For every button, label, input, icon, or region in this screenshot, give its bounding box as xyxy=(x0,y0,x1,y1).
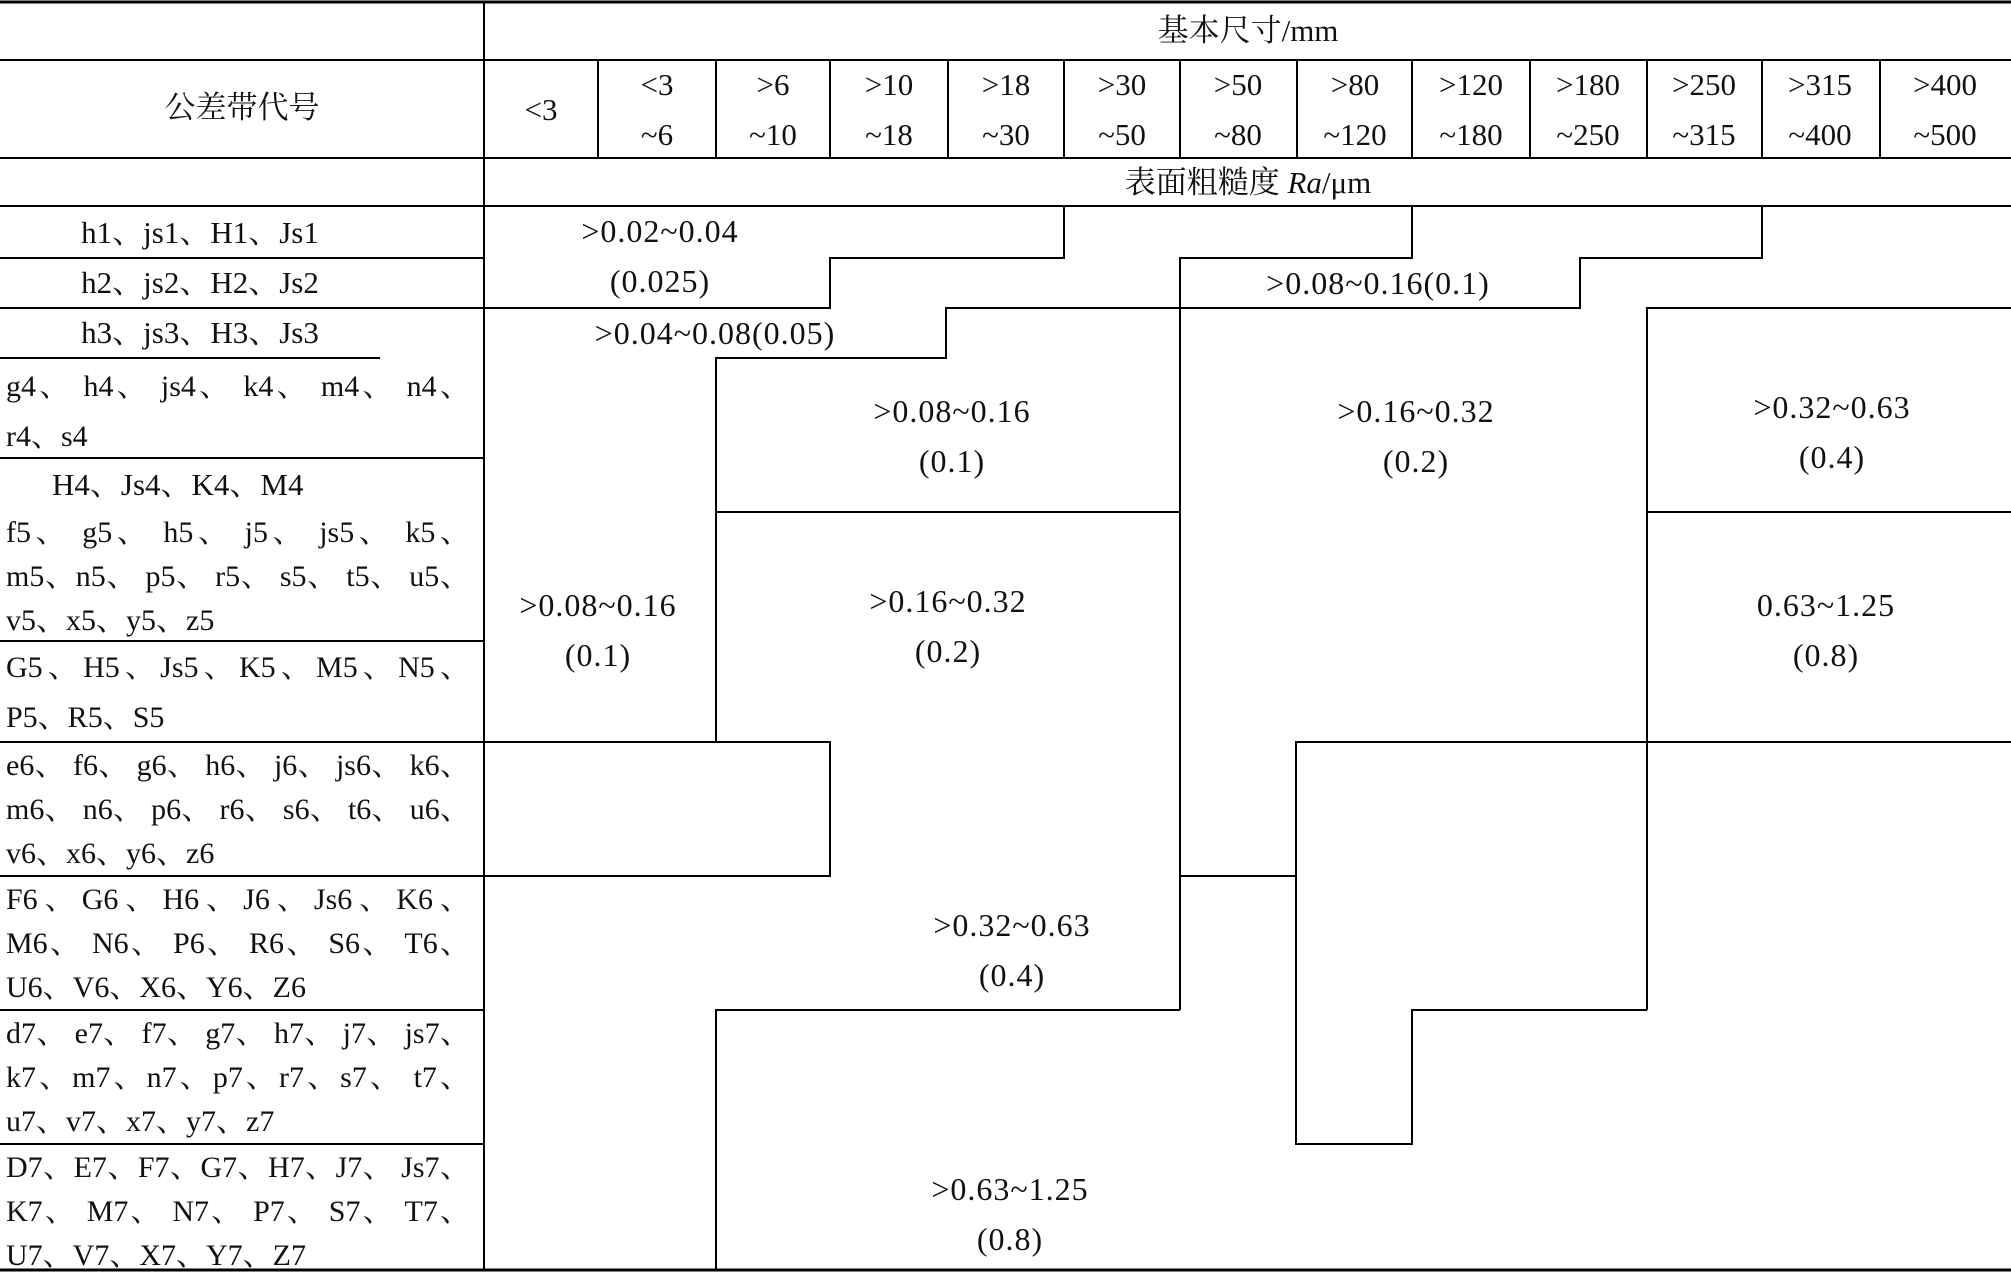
size-col-8-a: >80 xyxy=(1330,67,1380,102)
value-range-9: 0.63~1.25 xyxy=(1756,587,1896,623)
tolerance-row-9: F6、G6、H6、J6、Js6、K6、 M6、 N6、 P6、 R6、 S6、 T6、 U6、V6、X6、Y6、Z6 xyxy=(6,883,470,1004)
value-range-4: >0.08~0.16 xyxy=(873,393,1031,429)
size-col-7-a: >50 xyxy=(1213,67,1263,102)
value-range-6: >0.32~0.63 xyxy=(1753,389,1911,425)
value-typical-10: (0.4) xyxy=(978,957,1046,993)
size-col-10-b: ~250 xyxy=(1556,117,1620,152)
size-col-6-b: ~50 xyxy=(1098,117,1146,152)
size-col-11-a: >250 xyxy=(1672,67,1736,102)
size-col-7-b: ~80 xyxy=(1214,117,1262,152)
roughness-title-symbol: Ra xyxy=(1287,165,1322,200)
size-col-6-a: >30 xyxy=(1097,67,1147,102)
size-col-3-a: >6 xyxy=(756,67,790,102)
value-typical-6: (0.4) xyxy=(1798,439,1866,475)
value-range-8: >0.16~0.32 xyxy=(869,583,1027,619)
tolerance-row-5: H4、Js4、K4、M4 xyxy=(52,467,304,502)
size-col-5-a: >18 xyxy=(981,67,1031,102)
value-typical-4: (0.1) xyxy=(918,443,986,479)
tolerance-row-4: g4、 h4、 js4、 k4、 m4、 n4、 r4、s4 xyxy=(6,370,470,453)
size-col-4-b: ~18 xyxy=(865,117,913,152)
size-col-2-a: <3 xyxy=(640,67,674,102)
value-typical-8: (0.2) xyxy=(914,633,982,669)
value-range-10: >0.32~0.63 xyxy=(933,907,1091,943)
value-typical-7: (0.1) xyxy=(564,637,632,673)
size-col-10-a: >180 xyxy=(1556,67,1620,102)
size-col-9-a: >120 xyxy=(1439,67,1503,102)
value-typical-9: (0.8) xyxy=(1792,637,1860,673)
size-col-4-a: >10 xyxy=(864,67,914,102)
row-header: 公差带代号 xyxy=(164,90,320,125)
tolerance-row-2: h2、js2、H2、Js2 xyxy=(81,265,319,300)
roughness-title-unit: /μm xyxy=(1321,165,1372,200)
roughness-title xyxy=(1125,164,1372,202)
tolerance-row-6: f5、 g5、 h5、 j5、 js5、 k5、 m5、n5、 p5、 r5、 s5、 t5、 u5、 v5、x5、y5、z5 xyxy=(6,516,470,637)
value-range-7: >0.08~0.16 xyxy=(519,587,677,623)
size-col-9-b: ~180 xyxy=(1439,117,1503,152)
size-col-3-b: ~10 xyxy=(749,117,797,152)
tolerance-row-1: h1、js1、H1、Js1 xyxy=(81,215,319,250)
tolerance-row-8: e6、 f6、 g6、 h6、 j6、 js6、 k6、 m6、 n6、 p6、 r6、 s6、 t6、 u6、v6、x6、y6、z6 xyxy=(6,749,470,870)
value-typical-11: (0.8) xyxy=(976,1221,1044,1257)
value-range-3: >0.04~0.08(0.05) xyxy=(594,315,836,351)
tolerance-row-11: D7、E7、F7、G7、H7、J7、 Js7、 K7、 M7、 N7、 P7、 S7、 T7、U7、V7、X7、Y7、Z7 xyxy=(6,1151,470,1272)
value-range-1: >0.02~0.04 xyxy=(581,213,739,249)
value-range-5: >0.16~0.32 xyxy=(1337,393,1495,429)
tolerance-row-7: G5、H5、Js5、K5、M5、N5、 P5、R5、S5 xyxy=(6,651,470,734)
size-col-13-b: ~500 xyxy=(1913,117,1977,152)
roughness-title-prefix: 表面粗糙度 xyxy=(1124,165,1288,200)
size-col-5-b: ~30 xyxy=(982,117,1030,152)
value-range-11: >0.63~1.25 xyxy=(931,1171,1089,1207)
size-col-12-b: ~400 xyxy=(1788,117,1852,152)
value-typical-1: (0.025) xyxy=(609,263,711,299)
tolerance-row-3: h3、js3、H3、Js3 xyxy=(81,315,319,350)
size-col-1: <3 xyxy=(524,92,558,127)
size-col-11-b: ~315 xyxy=(1672,117,1736,152)
size-col-8-b: ~120 xyxy=(1323,117,1387,152)
size-title: 基本尺寸/mm xyxy=(1157,13,1339,48)
size-col-13-a: >400 xyxy=(1913,67,1977,102)
tolerance-row-10: d7、 e7、 f7、 g7、 h7、 j7、 js7、k7、m7、n7、p7、r7、s7、 t7、u7、v7、x7、y7、z7 xyxy=(6,1017,470,1138)
size-col-12-a: >315 xyxy=(1788,67,1852,102)
value-typical-5: (0.2) xyxy=(1382,443,1450,479)
size-col-2-b: ~6 xyxy=(640,117,674,152)
value-range-2: >0.08~0.16(0.1) xyxy=(1266,265,1490,301)
